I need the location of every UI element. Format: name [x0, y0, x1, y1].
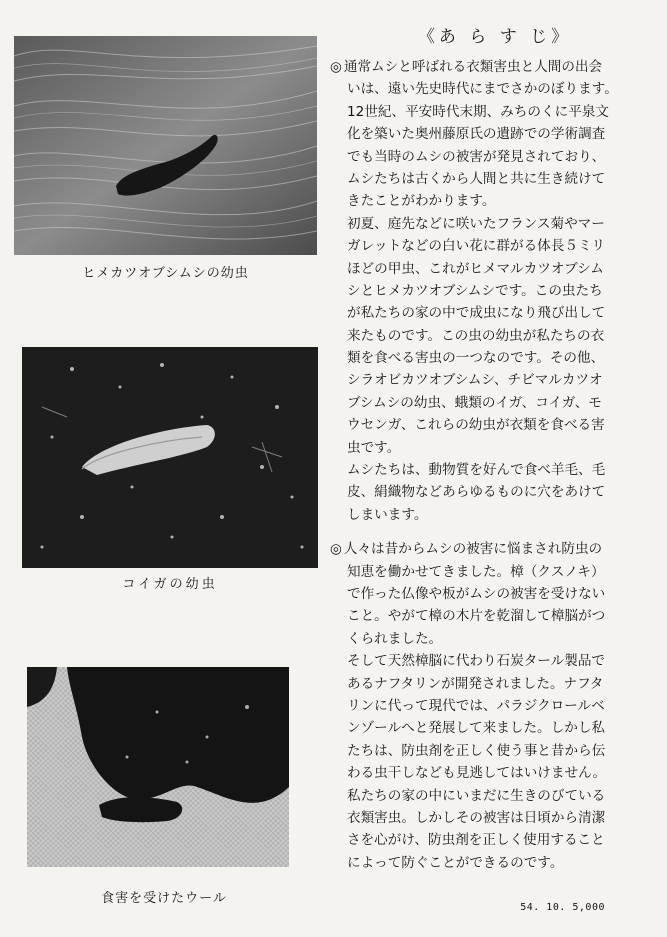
larva-photo-graphic: [14, 36, 317, 255]
text-line: くられました。: [347, 630, 443, 647]
text-line: で作った仏像や板がムシの被害を受けない: [347, 585, 606, 602]
text-line: きたことがわかります。: [347, 193, 496, 210]
text-line: さを心がけ、防虫剤を正しく使用すること: [347, 832, 605, 849]
text-line: が私たちの家の中で成虫になり飛び出して: [347, 305, 606, 322]
caption-photo3: 食害を受けたウール: [101, 891, 227, 906]
photo-moth-larva: [22, 347, 318, 568]
photo-damaged-wool: [27, 667, 289, 867]
caption-photo2: コイガの幼虫: [122, 577, 218, 592]
text-line: いは、遠い先史時代にまでさかのぼります。: [347, 81, 618, 98]
text-line: しまいます。: [347, 506, 428, 523]
text-line: 私たちの家の中にいまだに生きのびている: [347, 787, 606, 804]
text-line: ムシたちは、動物質を好んで食べ羊毛、毛: [347, 462, 606, 479]
text-line: 来たものです。この虫の幼虫が私たちの衣: [347, 327, 605, 344]
text-line: ほどの甲虫、これがヒメマルカツオブシム: [347, 260, 604, 277]
photo-larva-on-wool: [14, 36, 317, 255]
text-line: ブシムシの幼虫、蛾類のイガ、コイガ、モ: [347, 394, 602, 411]
text-line: でも当時のムシの被害が発見されており、: [347, 148, 606, 165]
text-line: わる虫干しなども見逃してはいけません。: [347, 765, 607, 782]
text-line: あるナフタリンが開発されました。ナフタ: [347, 675, 604, 692]
text-line: 知恵を働かせてきました。樟（クスノキ）: [347, 563, 605, 580]
moth-larva-photo-graphic: [22, 347, 318, 568]
text-line: こと。やがて樟の木片を乾溜して樟脳がつ: [347, 608, 606, 625]
text-line: たちは、防虫剤を正しく使う事と昔から伝: [347, 742, 606, 759]
text-line: 12世紀、平安時代末期、みちのくに平泉文: [347, 103, 609, 120]
section-1: [330, 56, 662, 526]
section-2: [330, 538, 662, 874]
double-circle-bullet-icon: ◎: [330, 541, 342, 558]
text-line: 皮、絹織物などあらゆるものに穴をあけて: [347, 484, 606, 501]
synopsis-heading: 《あ ら す じ》: [417, 27, 573, 47]
text-line: ガレットなどの白い花に群がる体長５ミリ: [347, 238, 606, 255]
text-line: 衣類害虫。しかしその被害は日頃から清潔: [347, 809, 606, 826]
text-line: シとヒメカツオブシムシです。この虫たち: [347, 282, 603, 299]
text-line: ンゾールへと発展して来ました。しかし私: [347, 720, 606, 737]
text-line: シラオビカツオブシムシ、チビマルカツオ: [347, 372, 603, 389]
print-info: 54. 10. 5,000: [520, 902, 605, 913]
text-line: によって防ぐことができるのです。: [347, 854, 564, 871]
text-line: リンに代って現代では、パラジクロールベ: [347, 697, 605, 714]
double-circle-bullet-icon: ◎: [330, 59, 342, 75]
text-line: 初夏、庭先などに咲いたフランス菊やマー: [347, 215, 605, 232]
text-line: 類を食べる害虫の一つなのです。その他、: [347, 350, 605, 367]
text-line: そして天然樟脳に代わり石炭タール製品で: [347, 653, 606, 670]
caption-photo1: ヒメカツオブシムシの幼虫: [82, 266, 249, 281]
text-line: 人々は昔からムシの被害に悩まされ防虫の: [343, 541, 603, 558]
synopsis-body: [330, 56, 662, 874]
text-line: ムシたちは古くから人間と共に生き続けて: [347, 170, 606, 187]
text-line: 虫です。: [347, 439, 401, 456]
text-line: 通常ムシと呼ばれる衣類害虫と人間の出会: [343, 59, 603, 75]
text-line: 化を築いた奥州藤原氏の遺跡での学術調査: [347, 126, 606, 143]
damaged-wool-photo-graphic: [27, 667, 289, 867]
text-line: ウセンガ、これらの幼虫が衣類を食べる害: [347, 417, 605, 434]
